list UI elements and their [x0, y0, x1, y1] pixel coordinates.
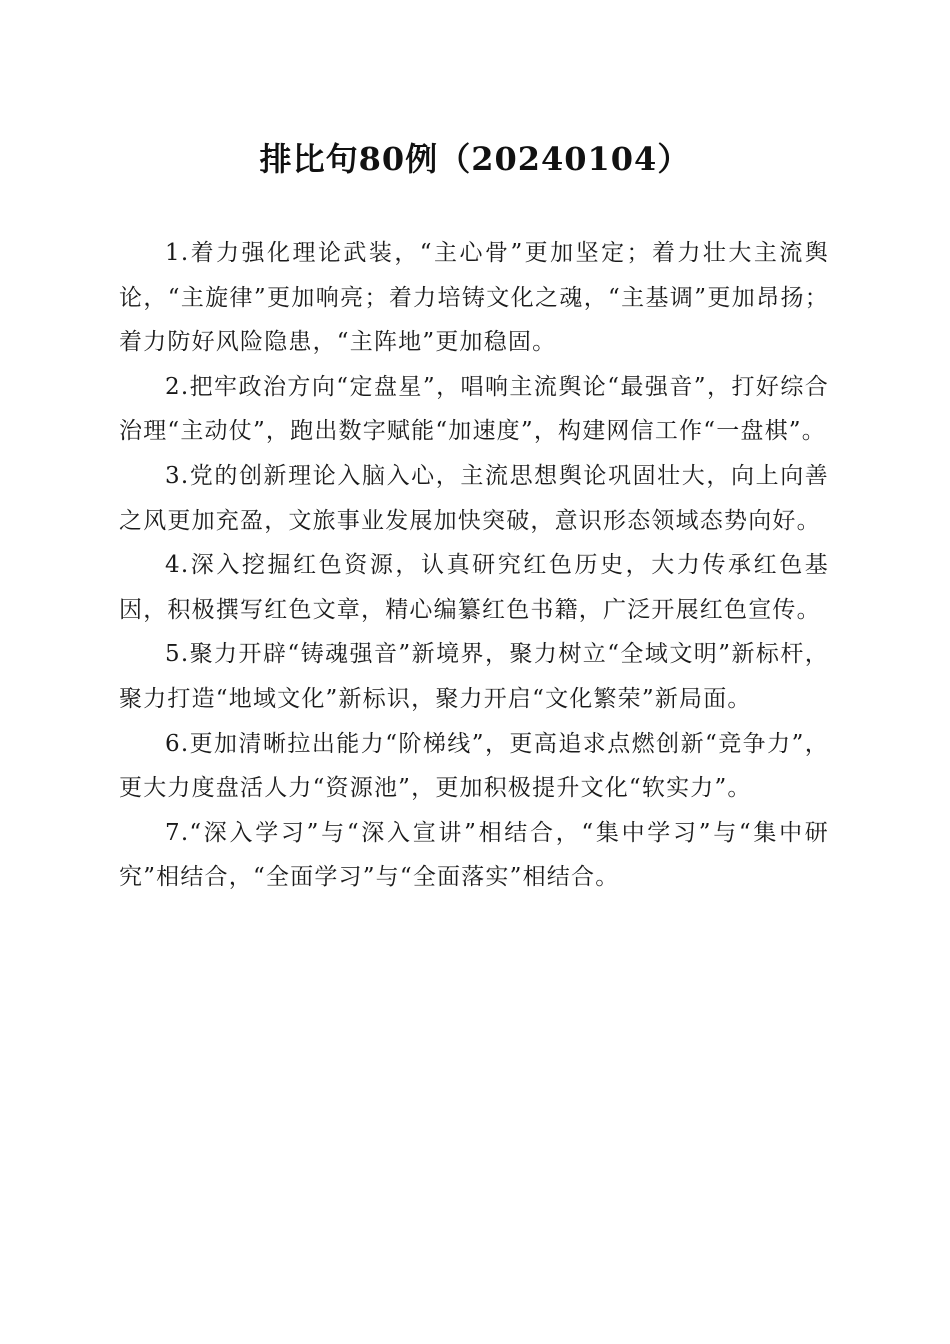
paragraph-2: 2.把牢政治方向“定盘星”，唱响主流舆论“最强音”，打好综合治理“主动仗”，跑出数字赋能“加速度”，构建网信工作“一盘棋”。 [119, 373, 829, 445]
paragraph-3: 3.党的创新理论入脑入心，主流思想舆论巩固壮大，向上向善之风更加充盈，文旅事业发展加快突破，意识形态领域态势向好。 [119, 462, 829, 534]
paragraph-5: 5.聚力开辟“铸魂强音”新境界，聚力树立“全域文明”新标杆，聚力打造“地域文化”新标识，聚力开启“文化繁荣”新局面。 [119, 641, 829, 712]
paragraph-1: 1.着力强化理论武装，“主心骨”更加坚定；着力壮大主流舆论，“主旋律”更加响亮；着力培铸文化之魂，“主基调”更加昂扬；着力防好风险隐患，“主阵地”更加稳固。 [119, 240, 829, 356]
paragraph-7: 7.“深入学习”与“深入宣讲”相结合，“集中学习”与“集中研究”相结合，“全面学习”与“全面落实”相结合。 [119, 819, 829, 891]
document-body [119, 231, 829, 900]
document-title: 排比句80例（20240104） [259, 140, 691, 178]
paragraph-4: 4.深入挖掘红色资源，认真研究红色历史，大力传承红色基因，积极撰写红色文章，精心编纂红色书籍，广泛开展红色宣传。 [119, 552, 829, 623]
paragraph-6: 6.更加清晰拉出能力“阶梯线”，更高追求点燃创新“竞争力”，更大力度盘活人力“资源池”，更加积极提升文化“软实力”。 [119, 730, 829, 802]
